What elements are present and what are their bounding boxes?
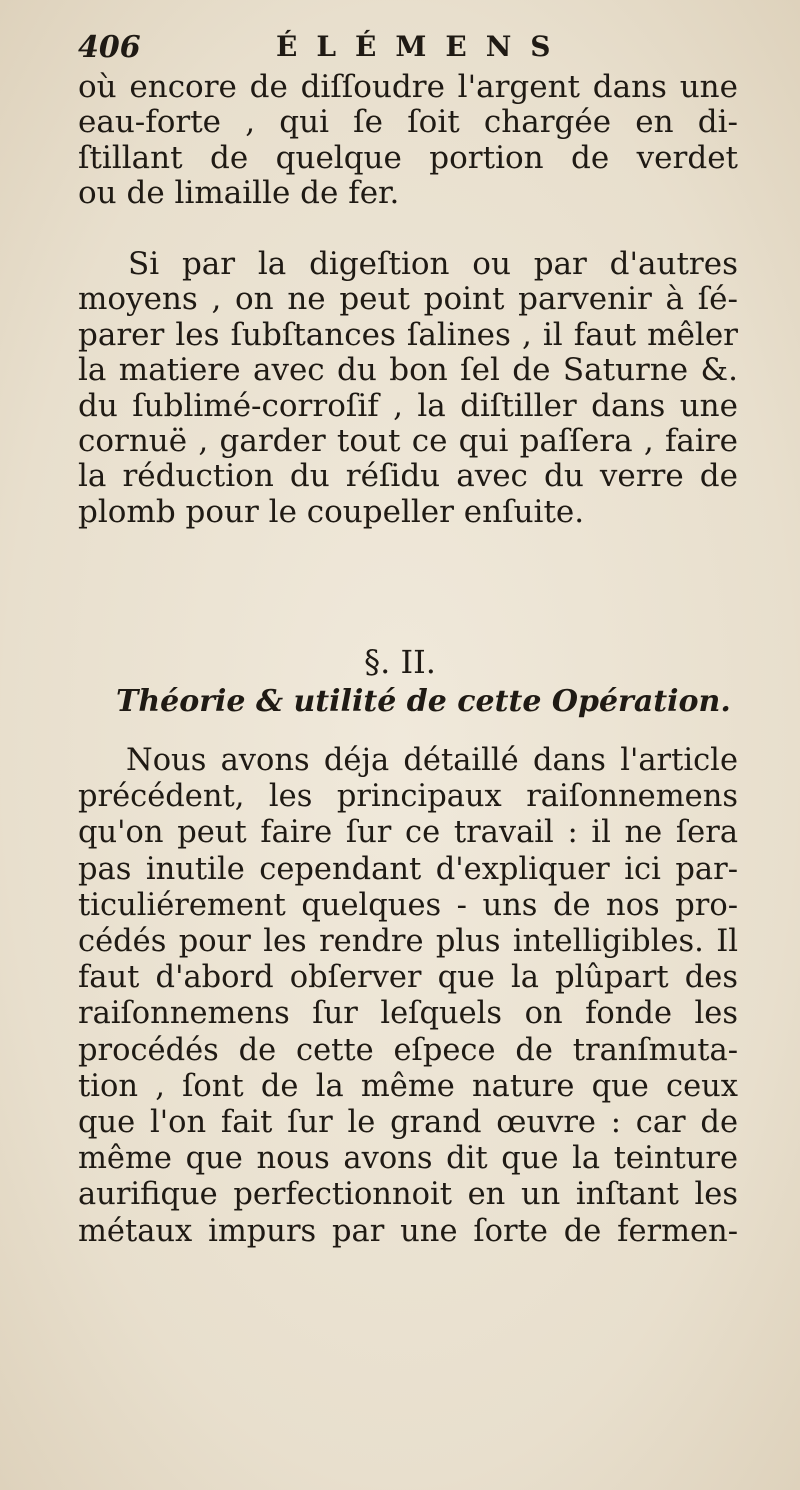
paragraph-3	[78, 743, 738, 1250]
text-line: métaux impurs par une ſorte de fermen-	[78, 1213, 738, 1249]
text-line: Si par la digeſtion ou par d'autres	[128, 246, 738, 282]
text-line: cornuë , garder tout ce qui paſſera , faire	[78, 423, 738, 460]
running-head: ÉLÉMENS	[276, 30, 570, 63]
text-line: tion , ſont de la même nature que ceux	[78, 1068, 738, 1104]
text-line: précédent, les principaux raiſonnemens	[78, 779, 738, 815]
text-line: raiſonnemens ſur leſquels on fonde les	[78, 996, 738, 1032]
text-line: la réduction du réſidu avec du verre de	[78, 458, 738, 495]
text-line: plomb pour le coupeller enſuite.	[78, 493, 585, 530]
text-line: ſtillant de quelque portion de verdet	[78, 139, 738, 176]
text-line: Nous avons déja détaillé dans l'article	[126, 743, 738, 778]
paragraph-2	[78, 247, 738, 530]
page-header	[78, 30, 760, 70]
section-title: Théorie & utilité de cette Opération.	[116, 684, 731, 719]
paragraph-1	[78, 70, 738, 212]
page-number: 406	[78, 30, 141, 65]
text-line: moyens , on ne peut point parvenir à ſé-	[78, 281, 738, 318]
text-line: procédés de cette eſpece de tranſmuta-	[78, 1032, 738, 1068]
text-line: faut d'abord obſerver que la plûpart des	[78, 960, 738, 996]
text-line: cédés pour les rendre plus intelligibles. Il	[78, 924, 738, 960]
section-number: §. II.	[364, 643, 436, 681]
text-line: ou de limaille de fer.	[78, 175, 400, 212]
text-line: ticuliérement quelques - uns de nos pro-	[78, 887, 738, 923]
text-line: la matiere avec du bon ſel de Saturne &.	[78, 352, 738, 389]
text-line: parer les ſubſtances ſalines , il faut mêler	[78, 316, 738, 353]
text-line: eau-forte , qui ſe ſoit chargée en di-	[78, 104, 738, 141]
text-line: que l'on fait ſur le grand œuvre : car de	[78, 1105, 738, 1141]
text-line: du ſublimé-corroſif , la diſtiller dans une	[78, 387, 738, 424]
text-line: où encore de diſſoudre l'argent dans une	[78, 69, 738, 105]
text-line: aurifique perfectionnoit en un inſtant les	[78, 1177, 738, 1213]
text-line: même que nous avons dit que la teinture	[78, 1141, 738, 1177]
text-line: qu'on peut faire ſur ce travail : il ne ſera	[78, 815, 738, 851]
text-line: pas inutile cependant d'expliquer ici par-	[78, 851, 738, 887]
